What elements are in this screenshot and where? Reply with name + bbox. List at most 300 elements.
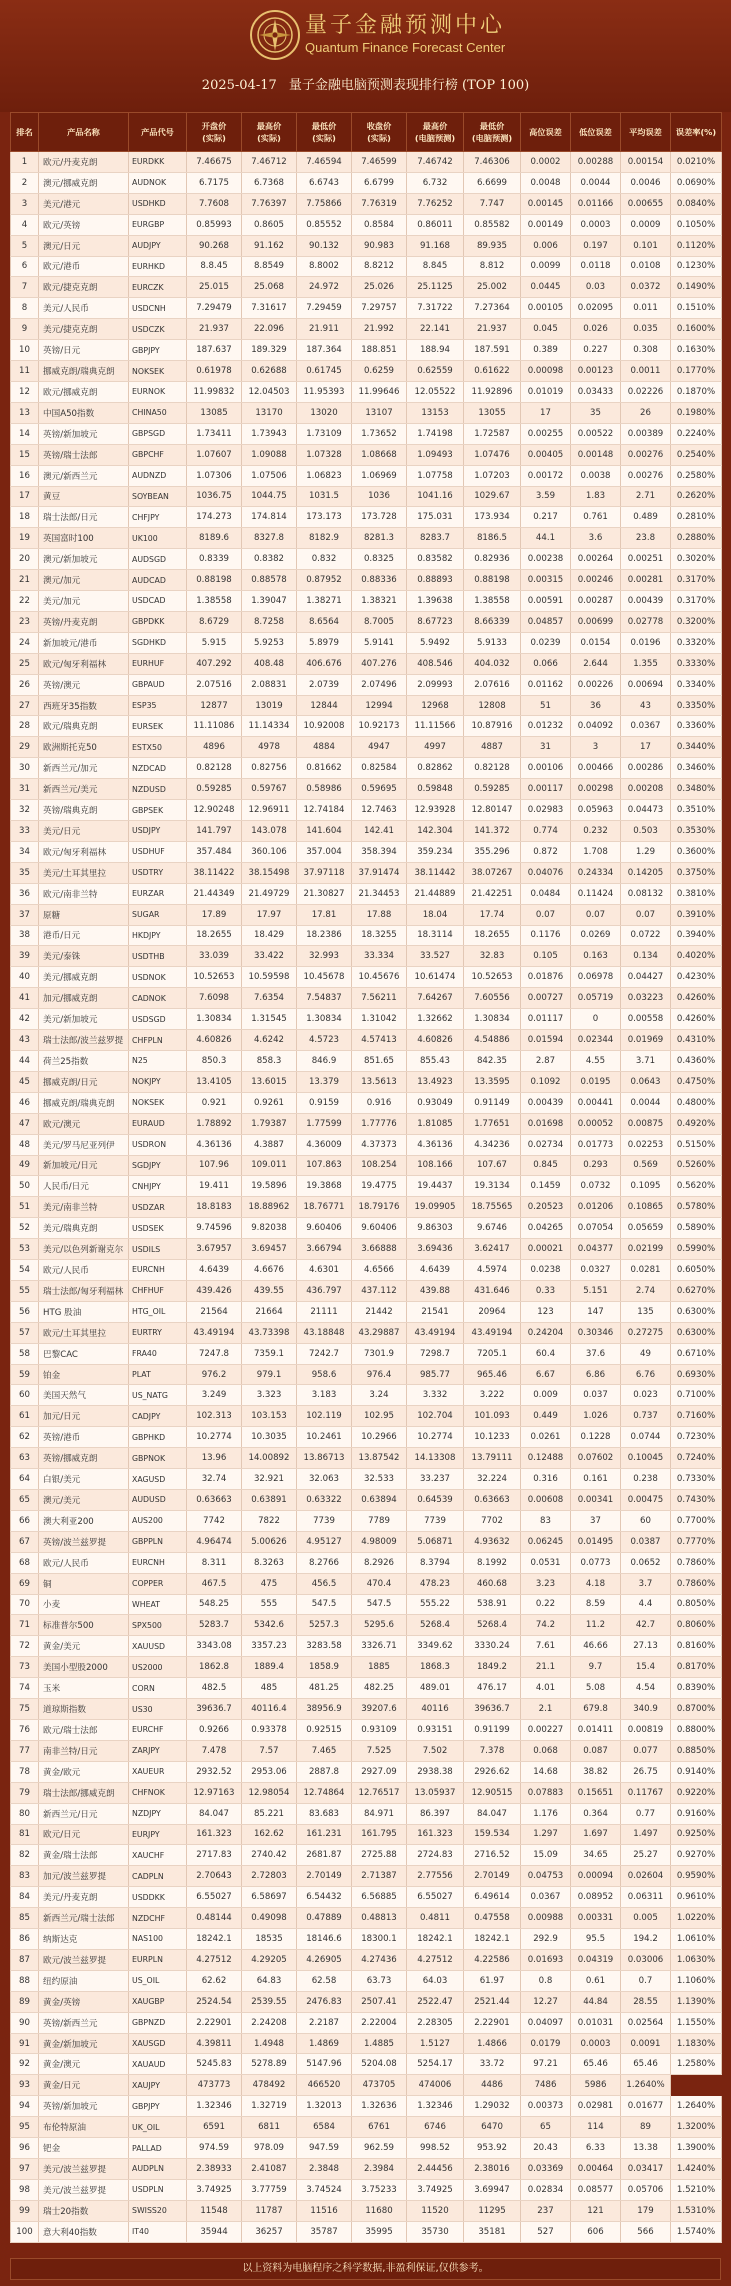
table-cell: 0.49098 xyxy=(242,1908,297,1929)
report-date: 2025-04-17 xyxy=(201,78,277,93)
table-cell: 0.82128 xyxy=(187,758,242,779)
table-cell: 0.58986 xyxy=(297,779,352,800)
table-cell: 142.304 xyxy=(407,821,464,842)
table-cell: 0.9610% xyxy=(671,1887,722,1908)
table-cell: 21.911 xyxy=(297,319,352,340)
table-cell: 0.81662 xyxy=(297,758,352,779)
table-cell: 408.546 xyxy=(407,653,464,674)
table-cell: 121 xyxy=(571,2200,621,2221)
table-cell: 0.163 xyxy=(571,946,621,967)
table-cell: 6.58697 xyxy=(242,1887,297,1908)
column-header-label: 误差率(%) xyxy=(675,127,717,137)
table-cell: 0.0261 xyxy=(521,1427,571,1448)
table-cell: 1868.3 xyxy=(407,1657,464,1678)
table-cell: 1.77651 xyxy=(464,1113,521,1134)
table-cell: USDTRY xyxy=(129,862,187,883)
table-cell: 85 xyxy=(11,1908,39,1929)
table-cell: 161.323 xyxy=(187,1824,242,1845)
table-cell: 0.01117 xyxy=(521,1009,571,1030)
table-cell: 0.1510% xyxy=(671,298,722,319)
table-cell: 0.85582 xyxy=(464,214,521,235)
table-cell: 439.88 xyxy=(407,1280,464,1301)
column-header-label: 最高价 xyxy=(422,121,448,131)
table-row xyxy=(11,779,722,800)
table-cell: 英镑/新西兰元 xyxy=(39,2012,129,2033)
table-cell: 10 xyxy=(11,340,39,361)
table-cell: 7 xyxy=(11,277,39,298)
table-row xyxy=(11,298,722,319)
table-cell: 0.03433 xyxy=(571,381,621,402)
table-cell: 0.045 xyxy=(521,319,571,340)
column-header xyxy=(671,113,722,152)
table-cell: 1.79387 xyxy=(242,1113,297,1134)
table-cell: 0.03 xyxy=(571,277,621,298)
table-cell: 美元/波兰兹罗提 xyxy=(39,2179,129,2200)
table-cell: 0.8160% xyxy=(671,1636,722,1657)
table-cell: 4.93632 xyxy=(464,1531,521,1552)
table-cell: 1.0630% xyxy=(671,1949,722,1970)
table-cell: 2.28305 xyxy=(407,2012,464,2033)
table-cell: 0.921 xyxy=(187,1092,242,1113)
table-cell: 铂金 xyxy=(39,1364,129,1385)
table-cell: 0.00475 xyxy=(621,1490,671,1511)
table-cell: 11.95393 xyxy=(297,381,352,402)
table-cell: USDNOK xyxy=(129,967,187,988)
table-cell: 0.0690% xyxy=(671,172,722,193)
table-cell: 57 xyxy=(11,1322,39,1343)
table-cell: 13085 xyxy=(187,402,242,423)
table-cell: USDILS xyxy=(129,1239,187,1260)
table-cell: 19 xyxy=(11,528,39,549)
table-cell: 0.59285 xyxy=(187,779,242,800)
table-cell: AUDCAD xyxy=(129,570,187,591)
table-cell: USDCZK xyxy=(129,319,187,340)
table-cell: 25.27 xyxy=(621,1845,671,1866)
table-cell: 18.04 xyxy=(407,904,464,925)
table-cell: 359.234 xyxy=(407,841,464,862)
table-cell: 11295 xyxy=(464,2200,521,2221)
table-cell: 5257.3 xyxy=(297,1615,352,1636)
table-cell: GBPJPY xyxy=(129,2096,187,2117)
table-cell: XAUUSD xyxy=(129,1636,187,1657)
table-cell: 2522.47 xyxy=(407,1991,464,2012)
table-cell: 0.82756 xyxy=(242,758,297,779)
table-cell: 1.73411 xyxy=(187,423,242,444)
table-cell: 475 xyxy=(242,1573,297,1594)
table-cell: 3 xyxy=(11,193,39,214)
table-cell: 5986 xyxy=(571,2075,621,2096)
table-cell: 瑞士法郎/挪威克朗 xyxy=(39,1782,129,1803)
table-cell: 13.86713 xyxy=(297,1448,352,1469)
table-cell: 21.44889 xyxy=(407,883,464,904)
table-cell: 8.67723 xyxy=(407,611,464,632)
table-cell: 欧元/土耳其里拉 xyxy=(39,1322,129,1343)
table-cell: 意大利40指数 xyxy=(39,2221,129,2242)
table-cell: 0.00094 xyxy=(571,1866,621,1887)
table-cell: 548.25 xyxy=(187,1594,242,1615)
table-cell: 7742 xyxy=(187,1510,242,1531)
table-cell: 0.1092 xyxy=(521,1071,571,1092)
table-cell: 20964 xyxy=(464,1301,521,1322)
table-cell: 0.24204 xyxy=(521,1322,571,1343)
table-cell: 1.06823 xyxy=(297,465,352,486)
table-cell: NOKSEK xyxy=(129,361,187,382)
table-cell: 0.47558 xyxy=(464,1908,521,1929)
table-cell: 12.90248 xyxy=(187,800,242,821)
table-cell: 0.1050% xyxy=(671,214,722,235)
table-cell: 12.98054 xyxy=(242,1782,297,1803)
table-cell: EURZAR xyxy=(129,883,187,904)
table-cell: 1.1060% xyxy=(671,1970,722,1991)
table-cell: 0.02983 xyxy=(521,800,571,821)
table-cell: 0.308 xyxy=(621,340,671,361)
table-row xyxy=(11,1155,722,1176)
table-cell: 42 xyxy=(11,1009,39,1030)
table-cell: 407.276 xyxy=(352,653,407,674)
table-cell: 0.05659 xyxy=(621,1218,671,1239)
table-cell: 4.4 xyxy=(621,1594,671,1615)
table-cell: 0.0002 xyxy=(521,152,571,173)
table-cell: AUDNZD xyxy=(129,465,187,486)
column-header-sub: (电脑预测) xyxy=(471,133,513,143)
table-cell: HTG_OIL xyxy=(129,1301,187,1322)
table-cell: 0.026 xyxy=(571,319,621,340)
table-cell: 0.04092 xyxy=(571,716,621,737)
table-cell: 0.449 xyxy=(521,1406,571,1427)
table-row xyxy=(11,988,722,1009)
table-cell: 4.6301 xyxy=(297,1260,352,1281)
table-cell: 0.389 xyxy=(521,340,571,361)
table-cell: 2.74 xyxy=(621,1280,671,1301)
table-cell: 5.151 xyxy=(571,1280,621,1301)
table-cell: USDPLN xyxy=(129,2179,187,2200)
table-cell: 45 xyxy=(11,1071,39,1092)
table-cell: 荷兰25指数 xyxy=(39,1050,129,1071)
table-cell: 481.25 xyxy=(297,1678,352,1699)
table-cell: 0.93049 xyxy=(407,1092,464,1113)
table-cell: 10.2461 xyxy=(297,1427,352,1448)
table-cell: 7.76397 xyxy=(242,193,297,214)
table-cell: 974.59 xyxy=(187,2138,242,2159)
table-cell: 7.46742 xyxy=(407,152,464,173)
column-header-label: 排名 xyxy=(16,127,33,137)
table-cell: 0.3330% xyxy=(671,653,722,674)
table-cell: 0.3600% xyxy=(671,841,722,862)
table-cell: 0.00655 xyxy=(621,193,671,214)
table-row xyxy=(11,1197,722,1218)
table-cell: 0.0238 xyxy=(521,1260,571,1281)
table-cell: 10.45676 xyxy=(352,967,407,988)
table-cell: 1885 xyxy=(352,1657,407,1678)
table-cell: 0.6050% xyxy=(671,1260,722,1281)
table-cell: FRA40 xyxy=(129,1343,187,1364)
table-cell: USDTHB xyxy=(129,946,187,967)
table-cell: 瑞士法郎/匈牙利福林 xyxy=(39,1280,129,1301)
table-cell: 962.59 xyxy=(352,2138,407,2159)
table-cell: 3.249 xyxy=(187,1385,242,1406)
table-cell: 加元/波兰兹罗提 xyxy=(39,1866,129,1887)
table-cell: 人民币/日元 xyxy=(39,1176,129,1197)
table-cell: 0.00441 xyxy=(571,1092,621,1113)
table-cell: 33.237 xyxy=(407,1469,464,1490)
column-header-label: 最低价 xyxy=(479,121,505,131)
table-row xyxy=(11,549,722,570)
table-cell: 3.183 xyxy=(297,1385,352,1406)
table-cell: 0.04076 xyxy=(521,862,571,883)
table-cell: 0.0643 xyxy=(621,1071,671,1092)
table-cell: 17.81 xyxy=(297,904,352,925)
table-cell: 38.11422 xyxy=(187,862,242,883)
table-cell: 8182.9 xyxy=(297,528,352,549)
table-cell: 18242.1 xyxy=(187,1929,242,1950)
table-cell: 0.05719 xyxy=(571,988,621,1009)
table-cell: 0.02095 xyxy=(571,298,621,319)
table-cell: 12.04503 xyxy=(242,381,297,402)
table-cell: 19.09905 xyxy=(407,1197,464,1218)
table-cell: 21.34453 xyxy=(352,883,407,904)
ranking-table xyxy=(10,112,722,2243)
table-row xyxy=(11,904,722,925)
table-cell: 1.2640% xyxy=(671,2096,722,2117)
table-cell: 3.24 xyxy=(352,1385,407,1406)
table-cell: 7789 xyxy=(352,1510,407,1531)
table-cell: GBPHKD xyxy=(129,1427,187,1448)
table-cell: WHEAT xyxy=(129,1594,187,1615)
header xyxy=(0,0,731,112)
table-row xyxy=(11,1071,722,1092)
table-cell: 99 xyxy=(11,2200,39,2221)
table-cell: 7.29757 xyxy=(352,298,407,319)
column-header-label: 最低价 xyxy=(311,121,337,131)
table-cell: 0.0387 xyxy=(621,1531,671,1552)
table-cell: 17.89 xyxy=(187,904,242,925)
table-cell: 10.92173 xyxy=(352,716,407,737)
table-cell: 37.97118 xyxy=(297,862,352,883)
table-cell: 0.134 xyxy=(621,946,671,967)
table-cell: 12.97163 xyxy=(187,1782,242,1803)
table-cell: AUDUSD xyxy=(129,1490,187,1511)
table-cell: GBPCHF xyxy=(129,444,187,465)
table-cell: 43.18848 xyxy=(297,1322,352,1343)
table-row xyxy=(11,2096,722,2117)
table-cell: USDHUF xyxy=(129,841,187,862)
table-cell: 94 xyxy=(11,2096,39,2117)
table-cell: 20.43 xyxy=(521,2138,571,2159)
table-cell: 0.9266 xyxy=(187,1719,242,1740)
table-cell: 1.06969 xyxy=(352,465,407,486)
table-cell: 173.173 xyxy=(297,507,352,528)
table-cell: 96 xyxy=(11,2138,39,2159)
table-cell: 7702 xyxy=(464,1510,521,1531)
table-cell: 102.119 xyxy=(297,1406,352,1427)
table-cell: 0.22 xyxy=(521,1594,571,1615)
table-cell: 0.4920% xyxy=(671,1113,722,1134)
table-cell: 0.0367 xyxy=(521,1887,571,1908)
table-cell: 美元/日元 xyxy=(39,821,129,842)
table-cell: 0.8339 xyxy=(187,549,242,570)
table-cell: 102.704 xyxy=(407,1406,464,1427)
table-cell: 2539.55 xyxy=(242,1991,297,2012)
table-cell: 4486 xyxy=(464,2075,521,2096)
table-cell: 7.502 xyxy=(407,1740,464,1761)
table-cell: 7.76319 xyxy=(352,193,407,214)
table-row xyxy=(11,716,722,737)
table-cell: 43.49194 xyxy=(187,1322,242,1343)
table-cell: 482.25 xyxy=(352,1678,407,1699)
table-cell: 0.2620% xyxy=(671,486,722,507)
table-cell: 46.66 xyxy=(571,1636,621,1657)
table-cell: XAUJPY xyxy=(129,2075,187,2096)
table-cell: 18535 xyxy=(242,1929,297,1950)
table-cell: 7.31722 xyxy=(407,298,464,319)
table-cell: 0.03417 xyxy=(621,2159,671,2180)
table-cell: 1.1550% xyxy=(671,2012,722,2033)
table-cell: 0.88578 xyxy=(242,570,297,591)
table-cell: 90 xyxy=(11,2012,39,2033)
table-cell: 13.6015 xyxy=(242,1071,297,1092)
table-cell: 4.60826 xyxy=(407,1030,464,1051)
table-cell: 0.009 xyxy=(521,1385,571,1406)
table-cell: 0.02253 xyxy=(621,1134,671,1155)
table-cell: 0.93151 xyxy=(407,1719,464,1740)
table-cell: 4.6676 xyxy=(242,1260,297,1281)
table-cell: 4.60826 xyxy=(187,1030,242,1051)
table-cell: 7.6354 xyxy=(242,988,297,1009)
table-cell: 107.96 xyxy=(187,1155,242,1176)
table-cell: 0.0044 xyxy=(571,172,621,193)
table-cell: 64.83 xyxy=(242,1970,297,1991)
table-cell: 7.478 xyxy=(187,1740,242,1761)
table-cell: 12.90515 xyxy=(464,1782,521,1803)
table-cell: 0.1176 xyxy=(521,925,571,946)
table-cell: 0.4750% xyxy=(671,1071,722,1092)
table-cell: 474006 xyxy=(407,2075,464,2096)
table-cell: 1.30834 xyxy=(464,1009,521,1030)
table-cell: 0.01677 xyxy=(621,2096,671,2117)
table-cell: 3326.71 xyxy=(352,1636,407,1657)
table-cell: 0.04473 xyxy=(621,800,671,821)
table-row xyxy=(11,1573,722,1594)
table-cell: CADPLN xyxy=(129,1866,187,1887)
table-cell: ZARJPY xyxy=(129,1740,187,1761)
table-cell: 439.55 xyxy=(242,1280,297,1301)
table-cell: 83.683 xyxy=(297,1803,352,1824)
table-cell: 18.75565 xyxy=(464,1197,521,1218)
table-cell: 13.79111 xyxy=(464,1448,521,1469)
table-cell: 1.38271 xyxy=(297,591,352,612)
table-cell: 0.8382 xyxy=(242,549,297,570)
table-cell: 100 xyxy=(11,2221,39,2242)
table-cell: 12994 xyxy=(352,695,407,716)
table-cell: 979.1 xyxy=(242,1364,297,1385)
table-cell: 62 xyxy=(11,1427,39,1448)
table-cell: 17 xyxy=(11,486,39,507)
table-row xyxy=(11,1301,722,1322)
table-cell: 37.91474 xyxy=(352,862,407,883)
table-cell: 10.2774 xyxy=(407,1427,464,1448)
table-cell: 18146.6 xyxy=(297,1929,352,1950)
table-cell: 49 xyxy=(621,1343,671,1364)
table-cell: 0.872 xyxy=(521,841,571,862)
table-cell: 0.10045 xyxy=(621,1448,671,1469)
table-cell: 0.569 xyxy=(621,1155,671,1176)
table-row xyxy=(11,1719,722,1740)
table-cell: 173.934 xyxy=(464,507,521,528)
table-cell: 4.57413 xyxy=(352,1030,407,1051)
table-cell: 英镑/新加坡元 xyxy=(39,423,129,444)
table-cell: 1.297 xyxy=(521,1824,571,1845)
table-cell: 0.02604 xyxy=(621,1866,671,1887)
table-cell: 31 xyxy=(11,779,39,800)
table-cell: 35 xyxy=(571,402,621,423)
table-row xyxy=(11,1678,722,1699)
table-cell: 10.87916 xyxy=(464,716,521,737)
table-cell: 0.00281 xyxy=(621,570,671,591)
table-cell: 24.972 xyxy=(297,277,352,298)
column-header-sub: (实际) xyxy=(312,133,336,143)
table-row xyxy=(11,758,722,779)
table-cell: 南非兰特/日元 xyxy=(39,1740,129,1761)
table-cell: 1044.75 xyxy=(242,486,297,507)
table-cell: 32.83 xyxy=(464,946,521,967)
table-cell: 340.9 xyxy=(621,1699,671,1720)
column-header-label: 低位误差 xyxy=(579,127,612,137)
table-cell: 0.5260% xyxy=(671,1155,722,1176)
table-cell: 2 xyxy=(11,172,39,193)
table-cell: 黄金/英镑 xyxy=(39,1991,129,2012)
table-cell: XAUCHF xyxy=(129,1845,187,1866)
table-cell: CHFHUF xyxy=(129,1280,187,1301)
table-cell: 0 xyxy=(571,1009,621,1030)
table-cell: 6.6699 xyxy=(464,172,521,193)
table-cell: 8.6564 xyxy=(297,611,352,632)
column-header-label: 高位误差 xyxy=(529,127,562,137)
table-cell: 44 xyxy=(11,1050,39,1071)
table-cell: COPPER xyxy=(129,1573,187,1594)
table-cell: 12.80147 xyxy=(464,800,521,821)
table-cell: 0.6259 xyxy=(352,361,407,382)
table-cell: 0.00148 xyxy=(571,444,621,465)
table-cell: 43.49194 xyxy=(407,1322,464,1343)
table-row xyxy=(11,277,722,298)
table-row xyxy=(11,319,722,340)
table-cell: 9.60406 xyxy=(352,1218,407,1239)
table-cell: 89 xyxy=(11,1991,39,2012)
table-row xyxy=(11,1448,722,1469)
table-cell: 1.07306 xyxy=(187,465,242,486)
table-cell: 8.812 xyxy=(464,256,521,277)
table-cell: 143.078 xyxy=(242,821,297,842)
table-cell: 0.04319 xyxy=(571,1949,621,1970)
table-cell: 51 xyxy=(11,1197,39,1218)
table-cell: 482.5 xyxy=(187,1678,242,1699)
table-cell: 527 xyxy=(521,2221,571,2242)
table-cell: 0.00251 xyxy=(621,549,671,570)
table-cell: 83 xyxy=(11,1866,39,1887)
table-cell: 1862.8 xyxy=(187,1657,242,1678)
table-cell: 8.66339 xyxy=(464,611,521,632)
table-cell: 0.7330% xyxy=(671,1469,722,1490)
table-cell: 71 xyxy=(11,1615,39,1636)
table-cell: 18.2655 xyxy=(187,925,242,946)
table-row xyxy=(11,2179,722,2200)
table-cell: 61.97 xyxy=(464,1970,521,1991)
table-cell: 65 xyxy=(521,2117,571,2138)
table-cell: 黄金/新加坡元 xyxy=(39,2033,129,2054)
table-cell: 0.20523 xyxy=(521,1197,571,1218)
table-cell: 67 xyxy=(11,1531,39,1552)
table-cell: 4.34236 xyxy=(464,1134,521,1155)
